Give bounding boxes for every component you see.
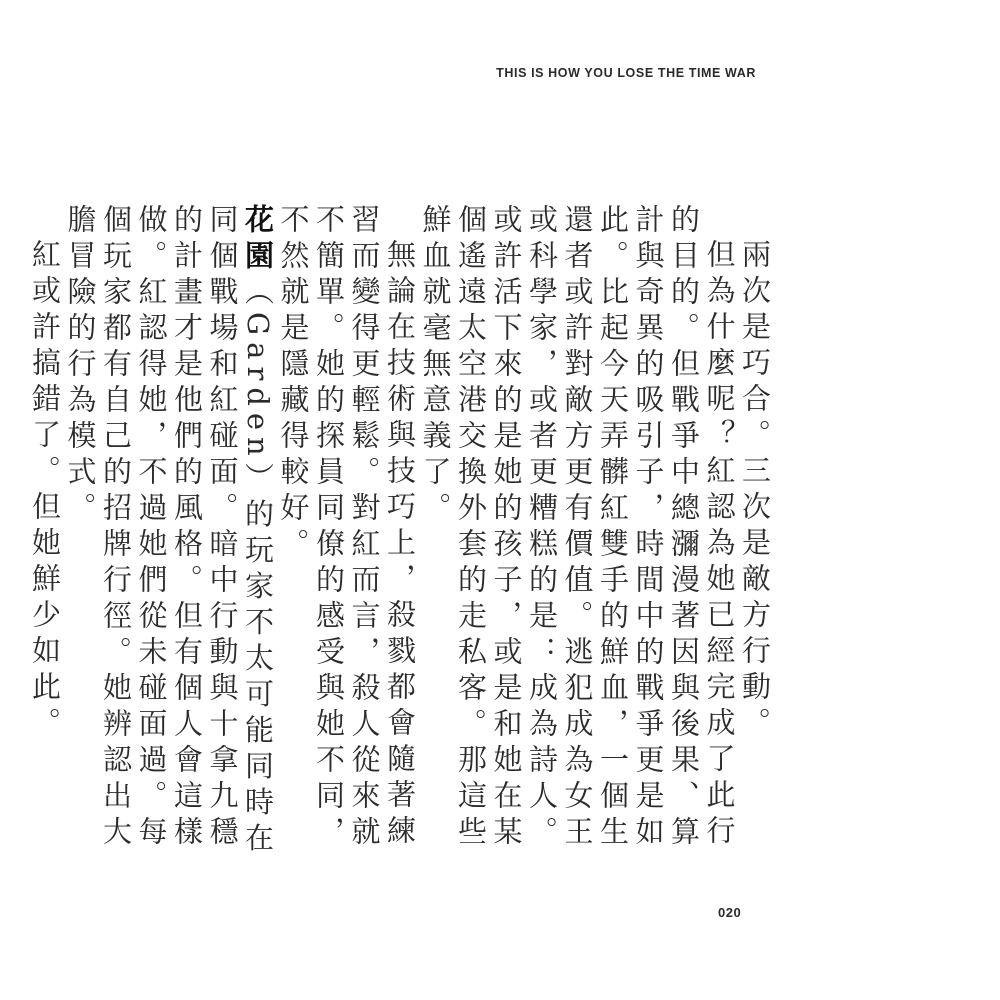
bold-term-garden: 花園 bbox=[241, 204, 275, 276]
page-number: 020 bbox=[718, 905, 742, 920]
running-head-title: THIS IS HOW YOU LOSE THE TIME WAR bbox=[496, 66, 756, 80]
paragraph-5: 紅或許搞錯了。但她鮮少如此。 bbox=[28, 238, 62, 743]
paragraph-4 bbox=[62, 204, 275, 864]
paragraph-1: 兩次是巧合。三次是敵方行動。 bbox=[738, 238, 772, 743]
paragraph-3: 無論在技術與技巧上，殺戮都會隨著練習而變得更輕鬆。對紅而言，殺人從來就不簡單。她的探員同僚的感受與她不同，不然就是隱藏得較好。 bbox=[276, 204, 417, 852]
paragraph-2: 但為什麼呢？紅認為她已經完成了此行的目的。但戰爭中總瀰漫著因與後果、算計與奇異的吸引子，時間中的戰爭更是如此。比起今天弄髒紅雙手的鮮血，一個生還者或許對敵方更有價值。逃犯成為女王或科學家，或者更糟糕的是：成為詩人。或許活下來的是她的孩子，或是和她在某個遙遠太空港交換外套的走私客。那這些鮮血就毫無意義了。 bbox=[418, 204, 737, 852]
paragraph-4-text: （Garden）的玩家不太可能同時在同個戰場和紅碰面。暗中行動與十拿九穩的計畫才是他們的風格。但有個人會這樣做。紅認得她，不過她們從未碰面過。每個玩家都有自己的招牌行徑。她辨認出大膽冒險的行為模式。 bbox=[63, 204, 275, 859]
vertical-body-text bbox=[27, 204, 773, 864]
